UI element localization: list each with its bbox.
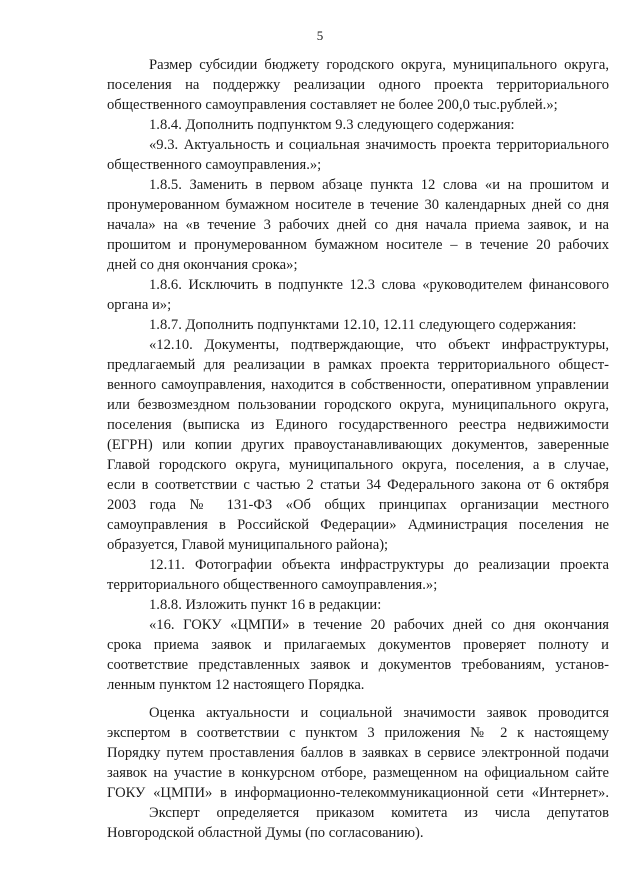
text-line: органа и»; (107, 297, 172, 313)
text-line: дней со дня окончания срока»; (107, 257, 298, 273)
text-line: предлагаемый для реализации в рамках проекта территориального общест- (107, 357, 609, 373)
text-line: территориального общественного самоуправления.»; (107, 577, 438, 593)
text-line: экспертом в соответствии с пунктом 3 приложения № 2 к настоящему (107, 725, 609, 741)
text-line: 1.8.6. Исключить в подпункте 12.3 слова «руководителем финансового (149, 277, 609, 293)
text-line: срока приема заявок и прилагаемых документов проверяет полноту и (107, 637, 609, 653)
text-line: общественного самоуправления составляет не более 200,0 тыс.рублей.»; (107, 97, 558, 113)
text-line: соответствие представленных заявок и документов требованиям, установ- (107, 657, 609, 673)
text-line: самоуправления в Российской Федерации» Администрация поселения не (107, 517, 609, 533)
text-line: Главой городского округа, муниципального округа, поселения, а в случае, (107, 457, 609, 473)
text-line: «12.10. Документы, подтверждающие, что объект инфраструктуры, (149, 337, 609, 353)
text-line: или безвозмездном пользовании городского округа, муниципального округа, (107, 397, 609, 413)
page-number: 5 (316, 28, 324, 43)
text-line: поселения на поддержку реализации одного проекта территориального (107, 77, 609, 93)
text-line: 1.8.8. Изложить пункт 16 в редакции: (149, 597, 382, 613)
text-line: Оценка актуальности и социальной значимости заявок проводится (149, 705, 609, 721)
text-line: если в соответствии с частью 2 статьи 34 Федерального закона от 6 октября (107, 477, 609, 493)
text-line: начала» на «в течение 3 рабочих дней со дня начала приема заявок, и на (107, 217, 609, 233)
text-line: Новгородской областной Думы (по согласованию). (107, 825, 424, 841)
text-line: прошитом и пронумерованном бумажном носителе – в течение 20 рабочих (107, 237, 609, 253)
text-line: венного самоуправления, находится в собственности, оперативном управлении (107, 377, 609, 393)
text-line: 12.11. Фотографии объекта инфраструктуры до реализации проекта (149, 557, 609, 573)
document-body (107, 55, 609, 843)
text-line: «16. ГОКУ «ЦМПИ» в течение 20 рабочих дней со дня окончания (149, 617, 609, 633)
text-line: (ЕГРН) или копии других правоустанавливающих документов, заверенные (107, 437, 609, 453)
text-line: Эксперт определяется приказом комитета из числа депутатов (149, 805, 609, 821)
text-line: ленным пунктом 12 настоящего Порядка. (107, 677, 365, 693)
text-line: «9.3. Актуальность и социальная значимость проекта территориального (149, 137, 609, 153)
text-line: образуется, Главой муниципального района); (107, 537, 389, 553)
text-line: 2003 года № 131-ФЗ «Об общих принципах организации местного (107, 497, 609, 513)
text-line: 1.8.5. Заменить в первом абзаце пункта 12 слова «и на прошитом и (149, 177, 609, 193)
text-line: Размер субсидии бюджету городского округа, муниципального округа, (149, 57, 609, 73)
text-line: общественного самоуправления.»; (107, 157, 322, 173)
text-line: Порядку путем проставления баллов в заявках в сервисе электронной подачи (107, 745, 609, 761)
text-line: заявок на участие в конкурсном отборе, размещенном на официальном сайте (107, 765, 609, 781)
text-line: 1.8.7. Дополнить подпунктами 12.10, 12.11 следующего содержания: (149, 317, 577, 333)
text-line: 1.8.4. Дополнить подпунктом 9.3 следующего содержания: (149, 117, 515, 133)
text-line: поселения (выписка из Единого государственного реестра недвижимости (107, 417, 609, 433)
text-line: ГОКУ «ЦМПИ» в информационно-телекоммуникационной сети «Интернет». (107, 785, 609, 801)
text-line: пронумерованном бумажном носителе в течение 30 календарных дней со дня (107, 197, 609, 213)
